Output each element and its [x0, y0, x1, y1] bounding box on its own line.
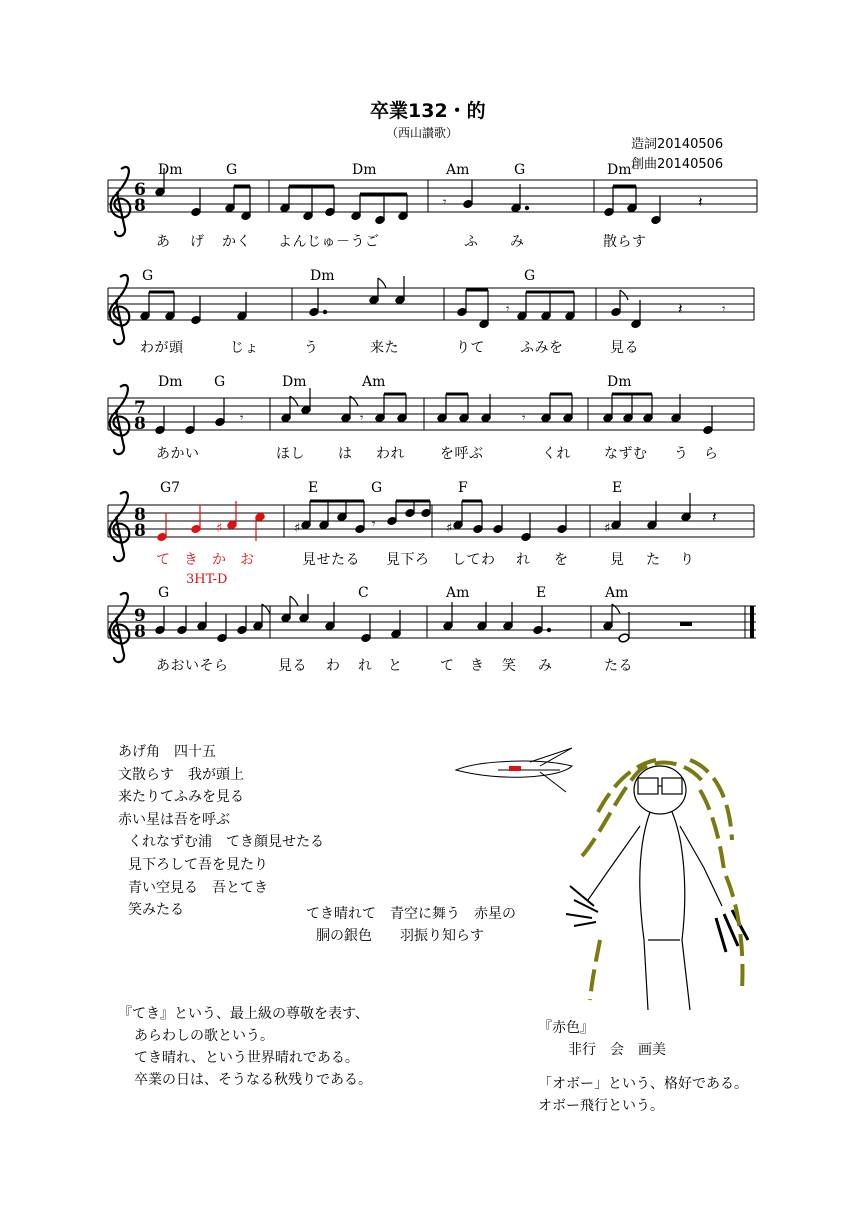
svg-text:♯: ♯ [604, 521, 611, 536]
chord: Dm [607, 374, 632, 390]
lyric: 見せたる [302, 552, 360, 568]
staff-system-3 [108, 398, 754, 430]
svg-text:𝄽: 𝄽 [678, 300, 683, 318]
lyric: 見 [610, 552, 625, 568]
verse-line: てき晴れて 青空に舞う 赤星の [306, 906, 516, 922]
svg-text:♯: ♯ [216, 521, 223, 536]
art-caption-line: オボー飛行という。 [538, 1098, 664, 1114]
verse-line: 胴の銀色 羽振り知らす [316, 928, 484, 944]
explanation-line: てき晴れ、という世界晴れである。 [134, 1050, 359, 1066]
chord: G [514, 162, 526, 178]
chord: Dm [352, 162, 377, 178]
chord: G [142, 268, 154, 284]
lyric: と [388, 658, 403, 674]
chord: Dm [310, 268, 335, 284]
chord: E [612, 480, 623, 496]
poem-line: 笑みたる [128, 902, 184, 919]
page-title: 卒業132・的 [370, 100, 486, 122]
lyric: を [554, 552, 569, 568]
lyric: あ [156, 234, 171, 250]
notes-system-3 [155, 388, 713, 434]
lyric: て [440, 658, 455, 674]
lyric: を呼ぶ [440, 446, 484, 462]
notes-system-2 [140, 276, 726, 328]
timesig-top-3: 7 [134, 398, 146, 418]
svg-text:𝄾: 𝄾 [372, 517, 376, 532]
lyric: み [510, 234, 525, 250]
chord: G7 [160, 480, 181, 496]
annotation: 3HT-D [186, 572, 228, 587]
chord: Am [446, 162, 470, 178]
lyric: は [338, 446, 353, 462]
poem-line: 見下ろして吾を見たり [128, 856, 268, 873]
figure-hair [582, 760, 742, 1000]
lyric: 見る [278, 658, 307, 674]
poem-line: 来たりてふみを見る [118, 789, 244, 806]
poem-line: 文散らす 我が頭上 [118, 766, 244, 783]
timesig-bottom-3: 8 [134, 414, 146, 434]
explanation-line: 『てき』という、最上級の尊敬を表す、 [118, 1006, 369, 1022]
svg-text:𝄾: 𝄾 [240, 411, 244, 426]
poem-line: 青い空見る 吾とてき [128, 879, 268, 896]
staff-system-5 [108, 606, 756, 638]
chord: Dm [158, 374, 183, 390]
lyric: りて [456, 340, 485, 356]
explanation [118, 1003, 372, 1091]
explanation-line: 卒業の日は、そうなる秋残りである。 [134, 1072, 372, 1088]
svg-text:𝄽: 𝄽 [712, 508, 717, 526]
chord: Am [605, 585, 629, 601]
lyric: かく [222, 234, 251, 250]
svg-text:𝄽: 𝄽 [698, 193, 703, 211]
lyric: 来た [370, 340, 399, 356]
explanation-line: あらわしの歌という。 [134, 1028, 274, 1044]
chord: Dm [607, 162, 632, 178]
lyric: じょ [230, 340, 259, 356]
poem [118, 741, 324, 922]
timesig-top-5: 9 [134, 606, 146, 626]
notes-system-5 [155, 594, 692, 643]
timesig-bottom-5: 8 [134, 622, 146, 642]
lyric: れ [358, 658, 373, 674]
svg-text:𝄾: 𝄾 [443, 195, 447, 210]
lyrics-date: 造詞20140506 [631, 137, 724, 152]
svg-text:𝄾: 𝄾 [522, 411, 526, 426]
svg-text:♯: ♯ [294, 521, 301, 536]
compose-date: 創曲20140506 [631, 157, 724, 172]
lyric: き [470, 658, 485, 674]
lyric-highlight: てきかお [156, 552, 268, 568]
art-caption-byline: 非行 会 画美 [568, 1042, 666, 1058]
chord: G [214, 374, 226, 390]
lyric: 見下ろ [386, 552, 430, 568]
chord: G [226, 162, 238, 178]
staff-system-2 [108, 288, 754, 320]
timesig-top-4: 8 [134, 505, 146, 525]
lyric: 見る [610, 340, 639, 356]
poem-line: あげ角 四十五 [118, 744, 216, 760]
timesig-bottom-1: 8 [134, 196, 146, 216]
lyric: げ [190, 234, 205, 250]
art-caption [538, 1017, 748, 1117]
lyric: われ [376, 446, 405, 462]
lyric: あかい [156, 446, 200, 462]
lyric: わ [326, 658, 341, 674]
lyric: う [674, 446, 689, 462]
chord: Am [362, 374, 386, 390]
staff-system-4 [108, 505, 754, 537]
chord: G [158, 585, 170, 601]
lyric: ふ [464, 234, 479, 250]
chord: E [536, 585, 547, 601]
art-caption-line: 「オボー」という、格好である。 [538, 1076, 748, 1092]
lyric: たる [604, 658, 633, 674]
lyric: してわ [452, 552, 496, 568]
timesig-top-1: 6 [134, 180, 146, 200]
rocket-icon [456, 748, 572, 792]
chord: G [524, 268, 536, 284]
chord: C [358, 585, 369, 601]
timesig-bottom-4: 8 [134, 521, 146, 541]
svg-text:𝄾: 𝄾 [360, 411, 364, 426]
lyric: り [680, 552, 695, 568]
svg-text:♯: ♯ [446, 521, 453, 536]
lyric: あおいそら [156, 658, 229, 674]
lyric: わが頭 [140, 340, 184, 356]
art-caption-title: 『赤色』 [538, 1020, 594, 1036]
lyric: れ [516, 552, 531, 568]
lyric: よんじゅ－うご [278, 234, 380, 250]
chord: E [308, 480, 319, 496]
subtitle: （西山讃歌） [386, 126, 459, 140]
lyric: 散らす [603, 234, 647, 250]
lyric: ふみを [520, 340, 564, 356]
svg-text:𝄾: 𝄾 [506, 302, 510, 317]
chord: Dm [282, 374, 307, 390]
lyric: み [538, 658, 553, 674]
lyric: くれ [542, 446, 571, 462]
figure-drawing [566, 766, 748, 1010]
lyric: ほし [276, 446, 305, 462]
poem-line: 赤い星は吾を呼ぶ [118, 811, 230, 828]
poem-line: くれなずむ浦 てき顔見せたる [128, 834, 324, 851]
lyric: なずむ [604, 446, 648, 462]
chord: G [371, 480, 383, 496]
svg-text:𝄾: 𝄾 [722, 302, 726, 317]
lyric: 笑 [502, 658, 517, 674]
lyric: ら [704, 446, 719, 462]
lyric: た [646, 552, 661, 568]
verse-2 [306, 903, 516, 947]
chord: F [458, 480, 468, 496]
chord: Dm [158, 162, 183, 178]
notes-system-4 [294, 493, 717, 541]
chord: Am [446, 585, 470, 601]
lyric: う [304, 340, 319, 356]
